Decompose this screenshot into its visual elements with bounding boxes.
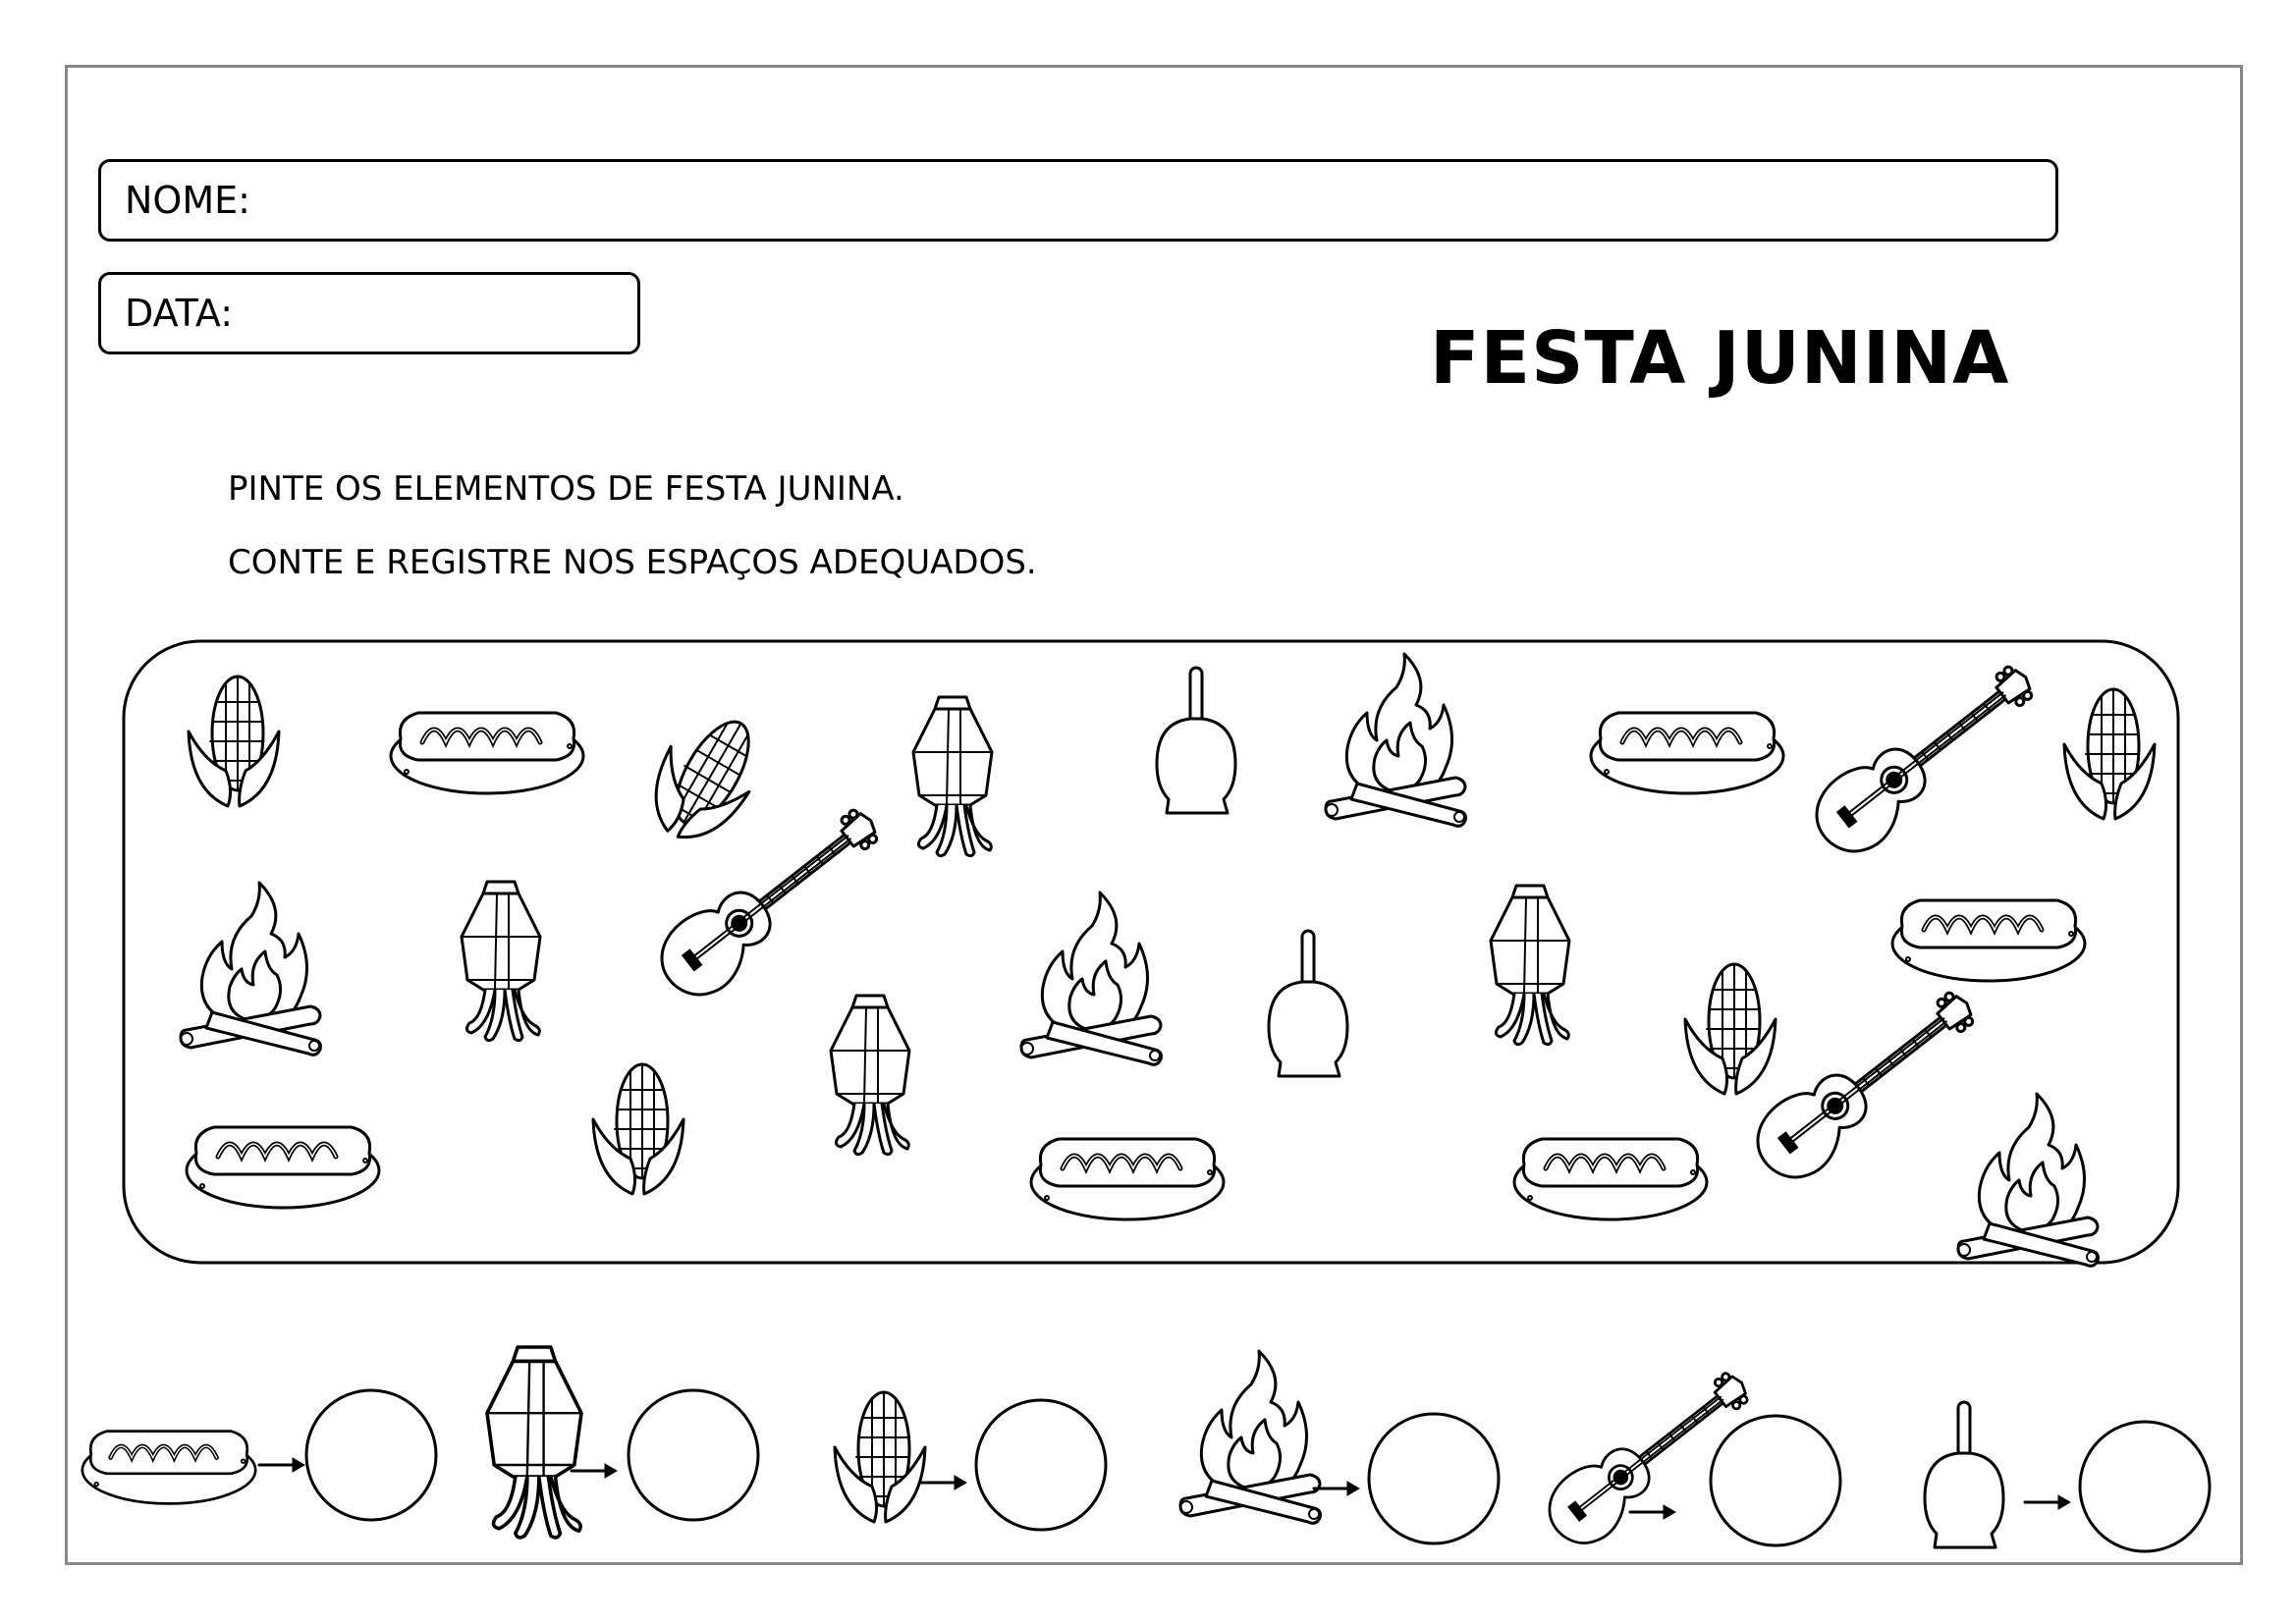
- count-circle-bonfire[interactable]: [1369, 1414, 1499, 1543]
- bonfire-icon[interactable]: [1958, 1094, 2098, 1266]
- arrow-icon: [1630, 1505, 1675, 1519]
- count-circle-lantern[interactable]: [629, 1390, 758, 1520]
- page-title: FESTA JUNINA: [1430, 316, 2010, 401]
- corn-icon[interactable]: [1685, 964, 1776, 1094]
- instruction-count: CONTE E REGISTRE NOS ESPAÇOS ADEQUADOS.: [228, 543, 1037, 582]
- name-label: NOME:: [125, 179, 250, 222]
- corn-icon[interactable]: [593, 1064, 683, 1194]
- candy-apple-icon: [1925, 1402, 2003, 1547]
- arrow-icon: [2025, 1495, 2070, 1509]
- candy-apple-icon[interactable]: [1157, 668, 1235, 813]
- bonfire-icon: [1180, 1351, 1320, 1523]
- hotdog-icon[interactable]: [187, 1127, 379, 1208]
- lantern-icon[interactable]: [831, 996, 909, 1155]
- arrow-icon: [921, 1476, 966, 1489]
- count-row: [82, 1347, 2210, 1557]
- lantern-icon[interactable]: [1491, 886, 1569, 1045]
- arrow-icon: [259, 1458, 304, 1472]
- count-circle-guitar[interactable]: [1711, 1416, 1840, 1545]
- corn-icon[interactable]: [633, 699, 777, 856]
- arrow-icon: [572, 1464, 617, 1478]
- bonfire-icon[interactable]: [1021, 893, 1161, 1064]
- bonfire-icon[interactable]: [1326, 654, 1465, 826]
- corn-icon: [835, 1392, 925, 1522]
- hotdog-icon[interactable]: [1591, 713, 1783, 793]
- lantern-icon[interactable]: [462, 882, 540, 1041]
- corn-icon[interactable]: [2064, 689, 2155, 819]
- hotdog-icon: [82, 1432, 255, 1504]
- hotdog-icon[interactable]: [1892, 900, 2085, 981]
- bonfire-icon[interactable]: [181, 883, 320, 1055]
- count-circle-corn[interactable]: [976, 1400, 1106, 1530]
- guitar-icon[interactable]: [1742, 975, 1992, 1193]
- hotdog-icon[interactable]: [1514, 1139, 1707, 1219]
- candy-apple-icon[interactable]: [1269, 931, 1347, 1076]
- hotdog-icon[interactable]: [391, 713, 583, 793]
- count-circle-candy-apple[interactable]: [2080, 1422, 2210, 1551]
- corn-icon[interactable]: [189, 677, 279, 806]
- hotdog-icon[interactable]: [1031, 1139, 1224, 1219]
- instruction-paint: PINTE OS ELEMENTOS DE FESTA JUNINA.: [228, 469, 904, 509]
- date-label: DATA:: [125, 292, 234, 335]
- count-circle-hotdog[interactable]: [306, 1390, 436, 1520]
- lantern-icon[interactable]: [913, 697, 992, 856]
- guitar-icon[interactable]: [1801, 649, 2050, 867]
- lantern-icon: [487, 1347, 581, 1538]
